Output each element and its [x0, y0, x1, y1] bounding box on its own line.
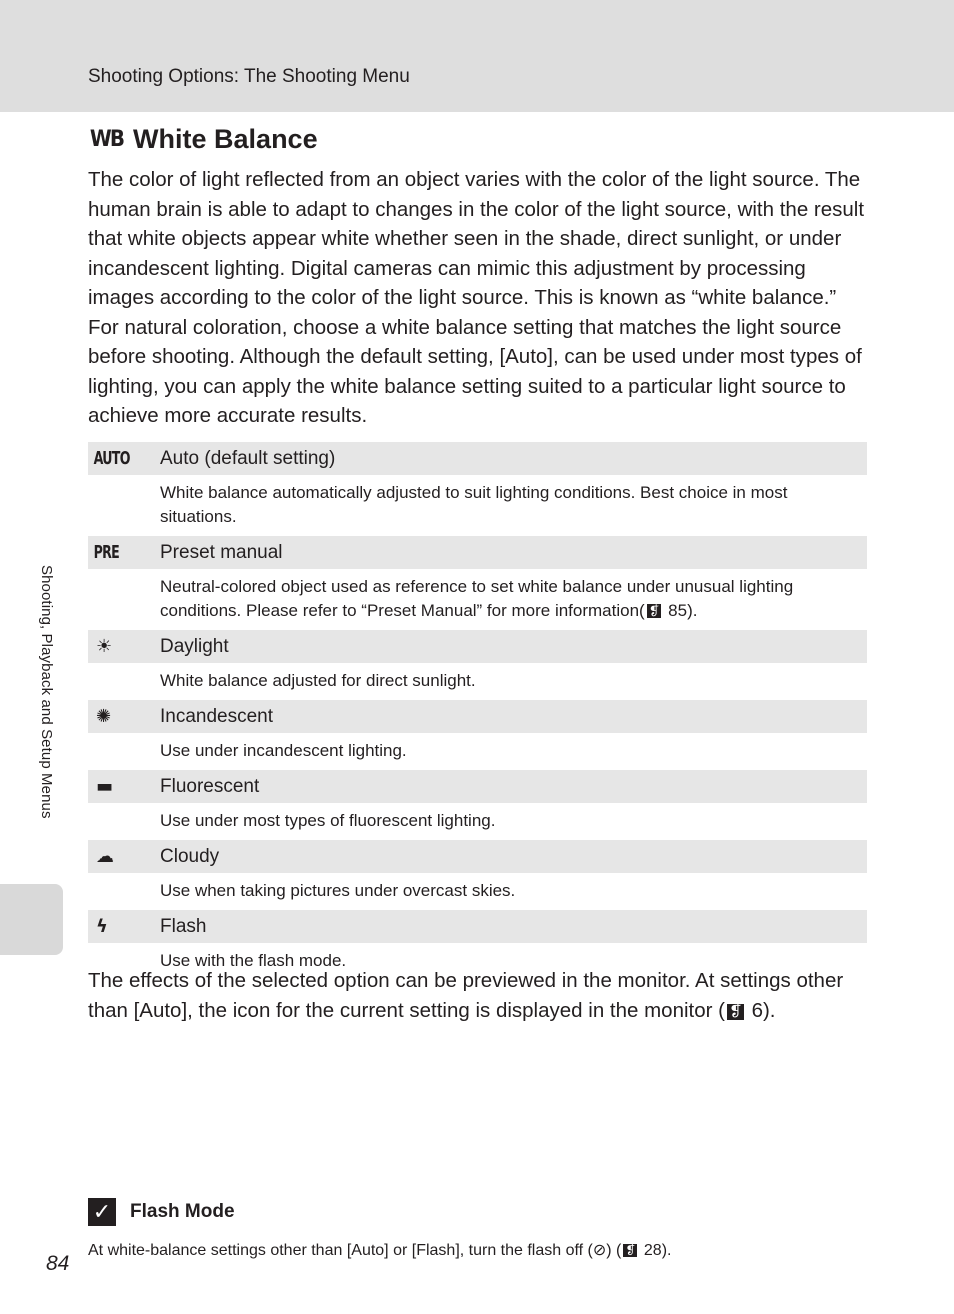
intro-paragraph: The color of light reflected from an object varies with the color of the light source. The human brain is able to adapt to changes in the color of the light source, with the result that white objects appear white whether seen in the shade, direct sunlight, or under incandescent lighting. Digital cameras can mimic this adjustment by processing images according to the color of the light source. This is known as “white balance.” For natural coloration, choose a white balance setting that matches the light source before shooting. Although the default setting, [Auto], can be used under most types of lighting, you can apply the white balance setting suited to a particular light source to achieve more accurate results.	[88, 168, 865, 427]
description-text: Neutral-colored object used as reference to set white balance under unusual lighting conditions. Please refer to “Preset Manual” for more information(	[160, 577, 794, 620]
check-icon: ✓	[88, 1198, 116, 1226]
cloudy-icon: ☁	[96, 845, 114, 867]
outro-text: The effects of the selected option can be previewed in the monitor. At settings other than [Auto], the icon for the current setting is displayed in the monitor (	[88, 969, 844, 1022]
outro-paragraph	[88, 966, 858, 1025]
option-label: Fluorescent	[160, 775, 260, 797]
option-description: Use under incandescent lighting.	[160, 741, 407, 760]
page-number: 84	[46, 1252, 70, 1275]
option-row-auto	[88, 442, 867, 475]
note-heading	[88, 1198, 235, 1226]
option-label: Preset manual	[160, 541, 283, 563]
page-title: White Balance	[133, 124, 318, 154]
option-row-fluorescent	[88, 770, 867, 803]
page-reference-number[interactable]: 28	[643, 1242, 662, 1259]
option-label: Cloudy	[160, 845, 220, 867]
fluorescent-icon: ▬	[96, 775, 114, 797]
side-section-tab	[0, 884, 63, 955]
note-text-end: ).	[661, 1242, 672, 1259]
note-text	[88, 1240, 671, 1260]
white-balance-icon: WB	[89, 126, 124, 152]
preset-manual-icon: PRE	[93, 541, 120, 563]
page-reference-icon: ❡	[648, 603, 660, 618]
flash-off-icon: ⊘	[592, 1242, 607, 1259]
daylight-icon: ☀	[96, 635, 113, 657]
page-reference-number[interactable]: 6	[751, 998, 763, 1022]
option-row-daylight	[88, 630, 867, 663]
option-description: White balance adjusted for direct sunlight.	[160, 671, 476, 690]
white-balance-options-table	[88, 442, 867, 980]
option-label: Flash	[160, 915, 207, 937]
option-description: Use when taking pictures under overcast skies.	[160, 881, 516, 900]
note-text-start: At white-balance settings other than [Auto] or [Flash], turn the flash off (	[88, 1242, 593, 1259]
option-description	[88, 569, 867, 630]
page-reference-icon: ❡	[728, 1002, 742, 1020]
option-description: White balance automatically adjusted to suit lighting conditions. Best choice in most situations.	[160, 483, 788, 526]
option-label: Incandescent	[160, 705, 274, 727]
flash-icon: ϟ	[96, 915, 108, 937]
option-label: Auto (default setting)	[160, 447, 336, 469]
option-row-incandescent	[88, 700, 867, 733]
option-row-flash	[88, 910, 867, 943]
side-section-label: Shooting, Playback and Setup Menus	[38, 565, 55, 819]
description-text-end: ).	[687, 601, 698, 620]
page-reference-icon: ❡	[625, 1243, 636, 1257]
page-reference-number[interactable]: 85	[668, 601, 688, 620]
option-description: Use under most types of fluorescent lighting.	[160, 811, 496, 830]
header-band	[0, 0, 954, 112]
outro-text-end: ).	[762, 998, 776, 1022]
option-row-preset-manual	[88, 536, 867, 569]
section-title: Shooting Options: The Shooting Menu	[88, 66, 410, 87]
note-title: Flash Mode	[130, 1201, 235, 1222]
heading	[88, 124, 318, 155]
option-row-cloudy	[88, 840, 867, 873]
auto-wb-icon: AUTO	[93, 447, 130, 469]
option-description: Use with the flash mode.	[160, 951, 347, 970]
note-text-middle: ) (	[606, 1242, 622, 1259]
incandescent-icon: ✺	[96, 705, 112, 727]
option-label: Daylight	[160, 635, 229, 657]
